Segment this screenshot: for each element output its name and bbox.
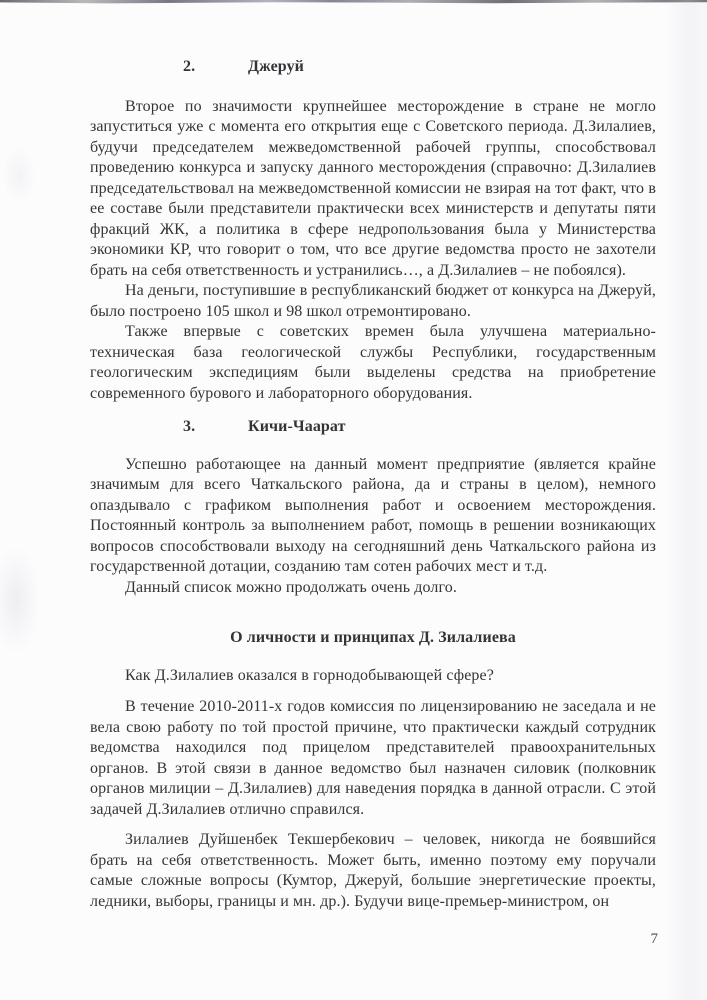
scan-right-shade-artifact bbox=[665, 0, 707, 1000]
paragraph-kichi-2: Данный список можно продолжать очень долго. bbox=[125, 578, 457, 596]
section-number: 3. bbox=[183, 418, 196, 435]
page-number: 7 bbox=[650, 931, 658, 947]
scan-smudge bbox=[0, 545, 40, 655]
section-heading-kichi-chaarat bbox=[183, 417, 656, 438]
section-heading-personality: О личности и принципах Д. Зилалиева bbox=[230, 629, 516, 646]
scan-top-edge-artifact bbox=[0, 0, 707, 4]
paragraph-dzheruy-2: На деньги, поступившие в республиканский бюджет от конкурса на Джеруй, было построено 105 школ и 98 школ отремонтировано. bbox=[90, 282, 656, 320]
document-body bbox=[90, 57, 656, 912]
paragraph-personality-question: Как Д.Зилалиев оказался в горнодобывающей сфере? bbox=[125, 666, 494, 684]
paragraph-personality-2: Зилалиев Дуйшенбек Текшербекович – человек, никогда не боявшийся брать на себя ответственность. Может быть, именно поэтому ему поручали самые сложные вопросы (Кумтор, Джеруй, большие энергетические проекты, ледники, выборы, границы и мн. др.). Будучи вице-премьер-министром, он bbox=[90, 831, 656, 910]
paragraph-personality-1: В течение 2010-2011-х годов комиссия по лицензированию не заседала и не вела свою работу по той простой причине, что практически каждый сотрудник ведомства находился под прицелом представителей правоохранительных органов. В этой связи в данное ведомство был назначен силовик (полковник органов милиции – Д.Зилалиев) для наведения порядка в данной отрасли. С этой задачей Д.Зилалиев отлично справился. bbox=[90, 698, 656, 818]
section-title: Кичи-Чаарат bbox=[248, 418, 346, 435]
section-heading-dzheruy bbox=[183, 57, 656, 78]
section-title: Джеруй bbox=[248, 58, 305, 75]
section-number: 2. bbox=[183, 58, 196, 75]
paragraph-dzheruy-3: Также впервые с советских времен была улучшена материально-техническая база геологической службы Республики, государственным геологическим экспедициям были выделены средства на приобретение современного бурового и лабораторного оборудования. bbox=[90, 323, 656, 402]
paragraph-kichi-1: Успешно работающее на данный момент предприятие (является крайне значимым для всего Чаткальского района, да и страны в целом), немного опаздывало с графиком выполнения работ и освоением месторождения. Постоянный контроль за выполнением работ, помощь в решении возникающих вопросов способствовали выходу на сегодняшний день Чаткальского района из государственной дотации, созданию там сотен рабочих мест и т.д. bbox=[90, 455, 656, 575]
paragraph-dzheruy-1: Второе по значимости крупнейшее месторождение в стране не могло запуститься уже с момента его открытия еще с Советского периода. Д.Зилалиев, будучи председателем межведомственной рабочей группы, способствовал проведению конкурса и запуску данного месторождения (справочно: Д.Зилалиев председательствовал на межведомственной комиссии не взирая на тот факт, что в ее составе были представители практически всех министерств и депутаты пяти фракций ЖК, а политика в сфере недропользования была у Министерства экономики КР, что говорит о том, что все другие ведомства просто не захотели брать на себя ответственность и устранились…, а Д.Зилалиев – не побоялся). bbox=[90, 97, 656, 279]
scan-smudge bbox=[2, 145, 36, 205]
